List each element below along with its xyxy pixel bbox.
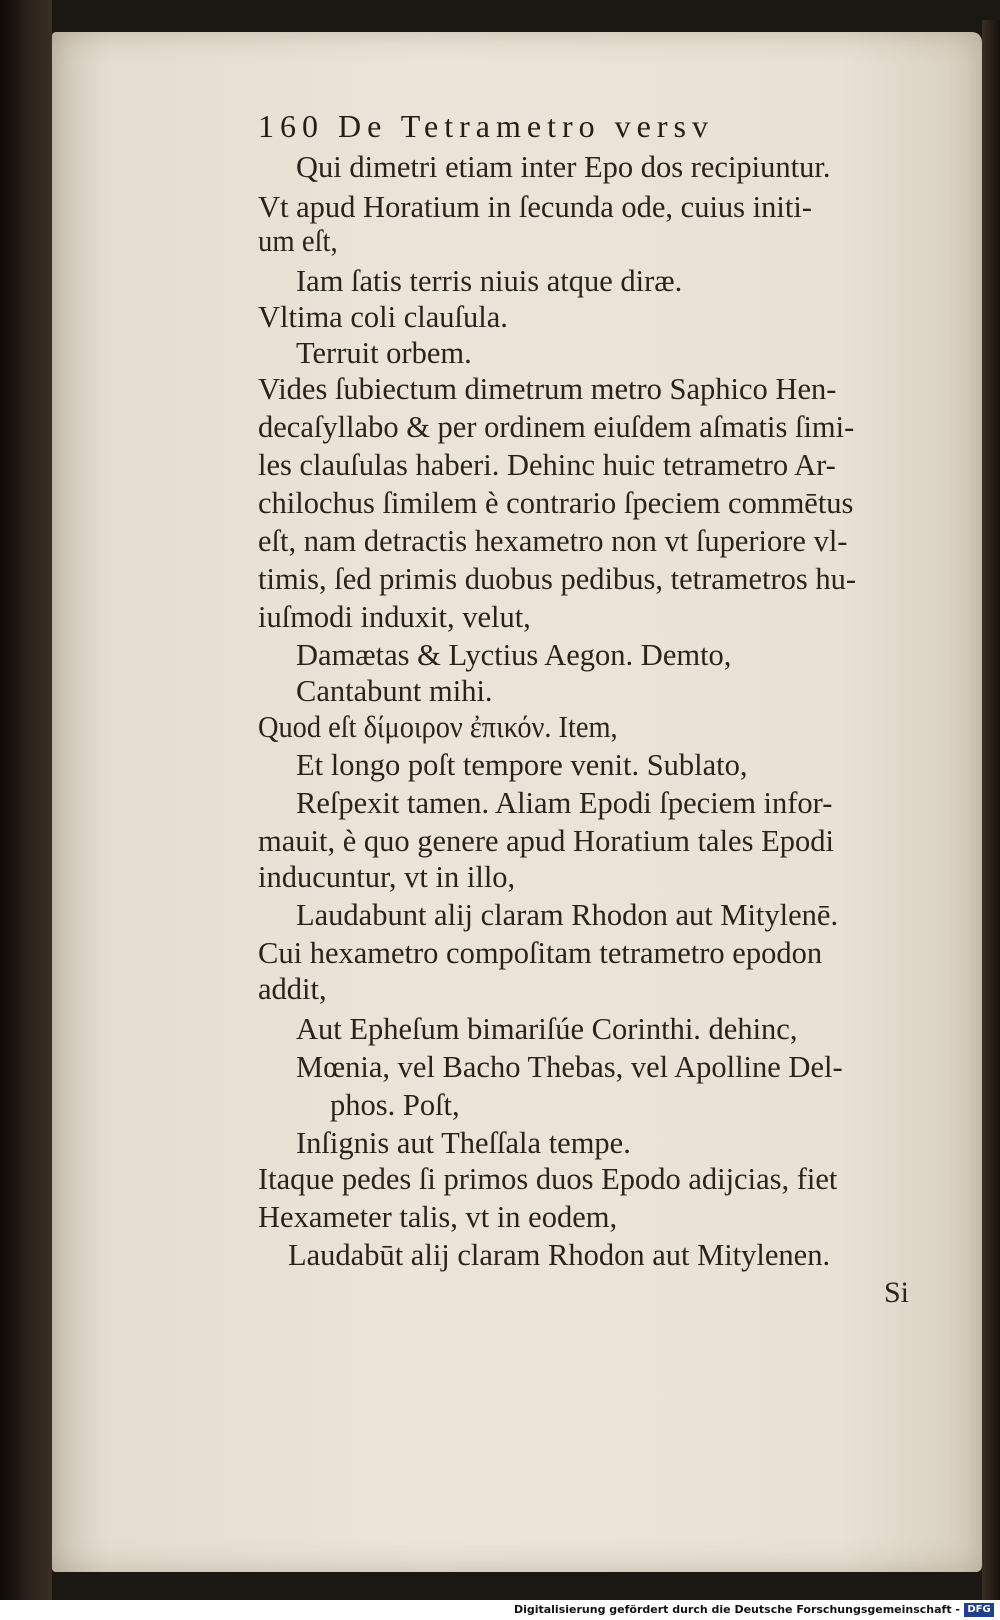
- text-line: Vides ſubiectum dimetrum metro Saphico Hen-: [258, 372, 837, 406]
- dfg-logo-icon: DFG: [964, 1603, 994, 1617]
- text-line: chilochus ſimilem è contrario ſpeciem commētus: [258, 486, 854, 520]
- text-line: Cantabunt mihi.: [296, 674, 493, 708]
- book-fore-edge: [982, 20, 1000, 1600]
- text-line: Hexameter talis, vt in eodem,: [258, 1200, 618, 1234]
- text-line: Itaque pedes ſi primos duos Epodo adijcias, fiet: [258, 1162, 838, 1196]
- running-head: 160 De Tetrametro versv: [258, 108, 714, 144]
- text-line: Aut Epheſum bimariſúe Corinthi. dehinc,: [296, 1012, 798, 1046]
- footer-credit: Digitalisierung gefördert durch die Deutsche Forschungsgemeinschaft -: [513, 1603, 960, 1616]
- text-line: Inſignis aut Theſſala tempe.: [296, 1126, 631, 1160]
- text-line: Damætas & Lyctius Aegon. Demto,: [296, 638, 732, 672]
- text-line: Mœnia, vel Bacho Thebas, vel Apolline Del-: [296, 1050, 843, 1084]
- text-line: timis, ſed primis duobus pedibus, tetrametros hu-: [258, 562, 857, 596]
- text-line: inducuntur, vt in illo,: [258, 860, 516, 894]
- text-line: decaſyllabo & per ordinem eiuſdem aſmatis ſimi-: [258, 410, 855, 444]
- text-line: Laudabūt alij claram Rhodon aut Mitylenen.: [288, 1238, 831, 1272]
- book-spine-edge: [0, 0, 52, 1600]
- catchword: Si: [884, 1276, 910, 1309]
- text-line: Reſpexit tamen. Aliam Epodi ſpeciem infor-: [296, 786, 833, 820]
- text-line: les clauſulas haberi. Dehinc huic tetrametro Ar-: [258, 448, 836, 482]
- text-line: Vt apud Horatium in ſecunda ode, cuius initi-: [258, 190, 812, 224]
- text-line: um eſt,: [258, 224, 338, 258]
- text-line: Qui dimetri etiam inter Epo dos recipiuntur.: [296, 150, 831, 184]
- text-line: Terruit orbem.: [296, 336, 472, 370]
- text-line: addit,: [258, 972, 327, 1006]
- text-line: Quod eſt δίμοιρον ἐπικόν. Item,: [258, 710, 618, 744]
- text-line: Laudabunt alij claram Rhodon aut Mitylenē.: [296, 898, 839, 932]
- text-line: Vltima coli clauſula.: [258, 300, 508, 334]
- text-line: Et longo poſt tempore venit. Sublato,: [296, 748, 748, 782]
- text-line: iuſmodi induxit, velut,: [258, 600, 531, 634]
- text-line: Iam ſatis terris niuis atque diræ.: [296, 264, 683, 298]
- text-line: mauit, è quo genere apud Horatium tales Epodi: [258, 824, 834, 858]
- text-line: eſt, nam detractis hexametro non vt ſuperiore vl-: [258, 524, 848, 558]
- text-line: Cui hexametro compoſitam tetrametro epodon: [258, 936, 823, 970]
- text-line: phos. Poſt,: [330, 1088, 460, 1122]
